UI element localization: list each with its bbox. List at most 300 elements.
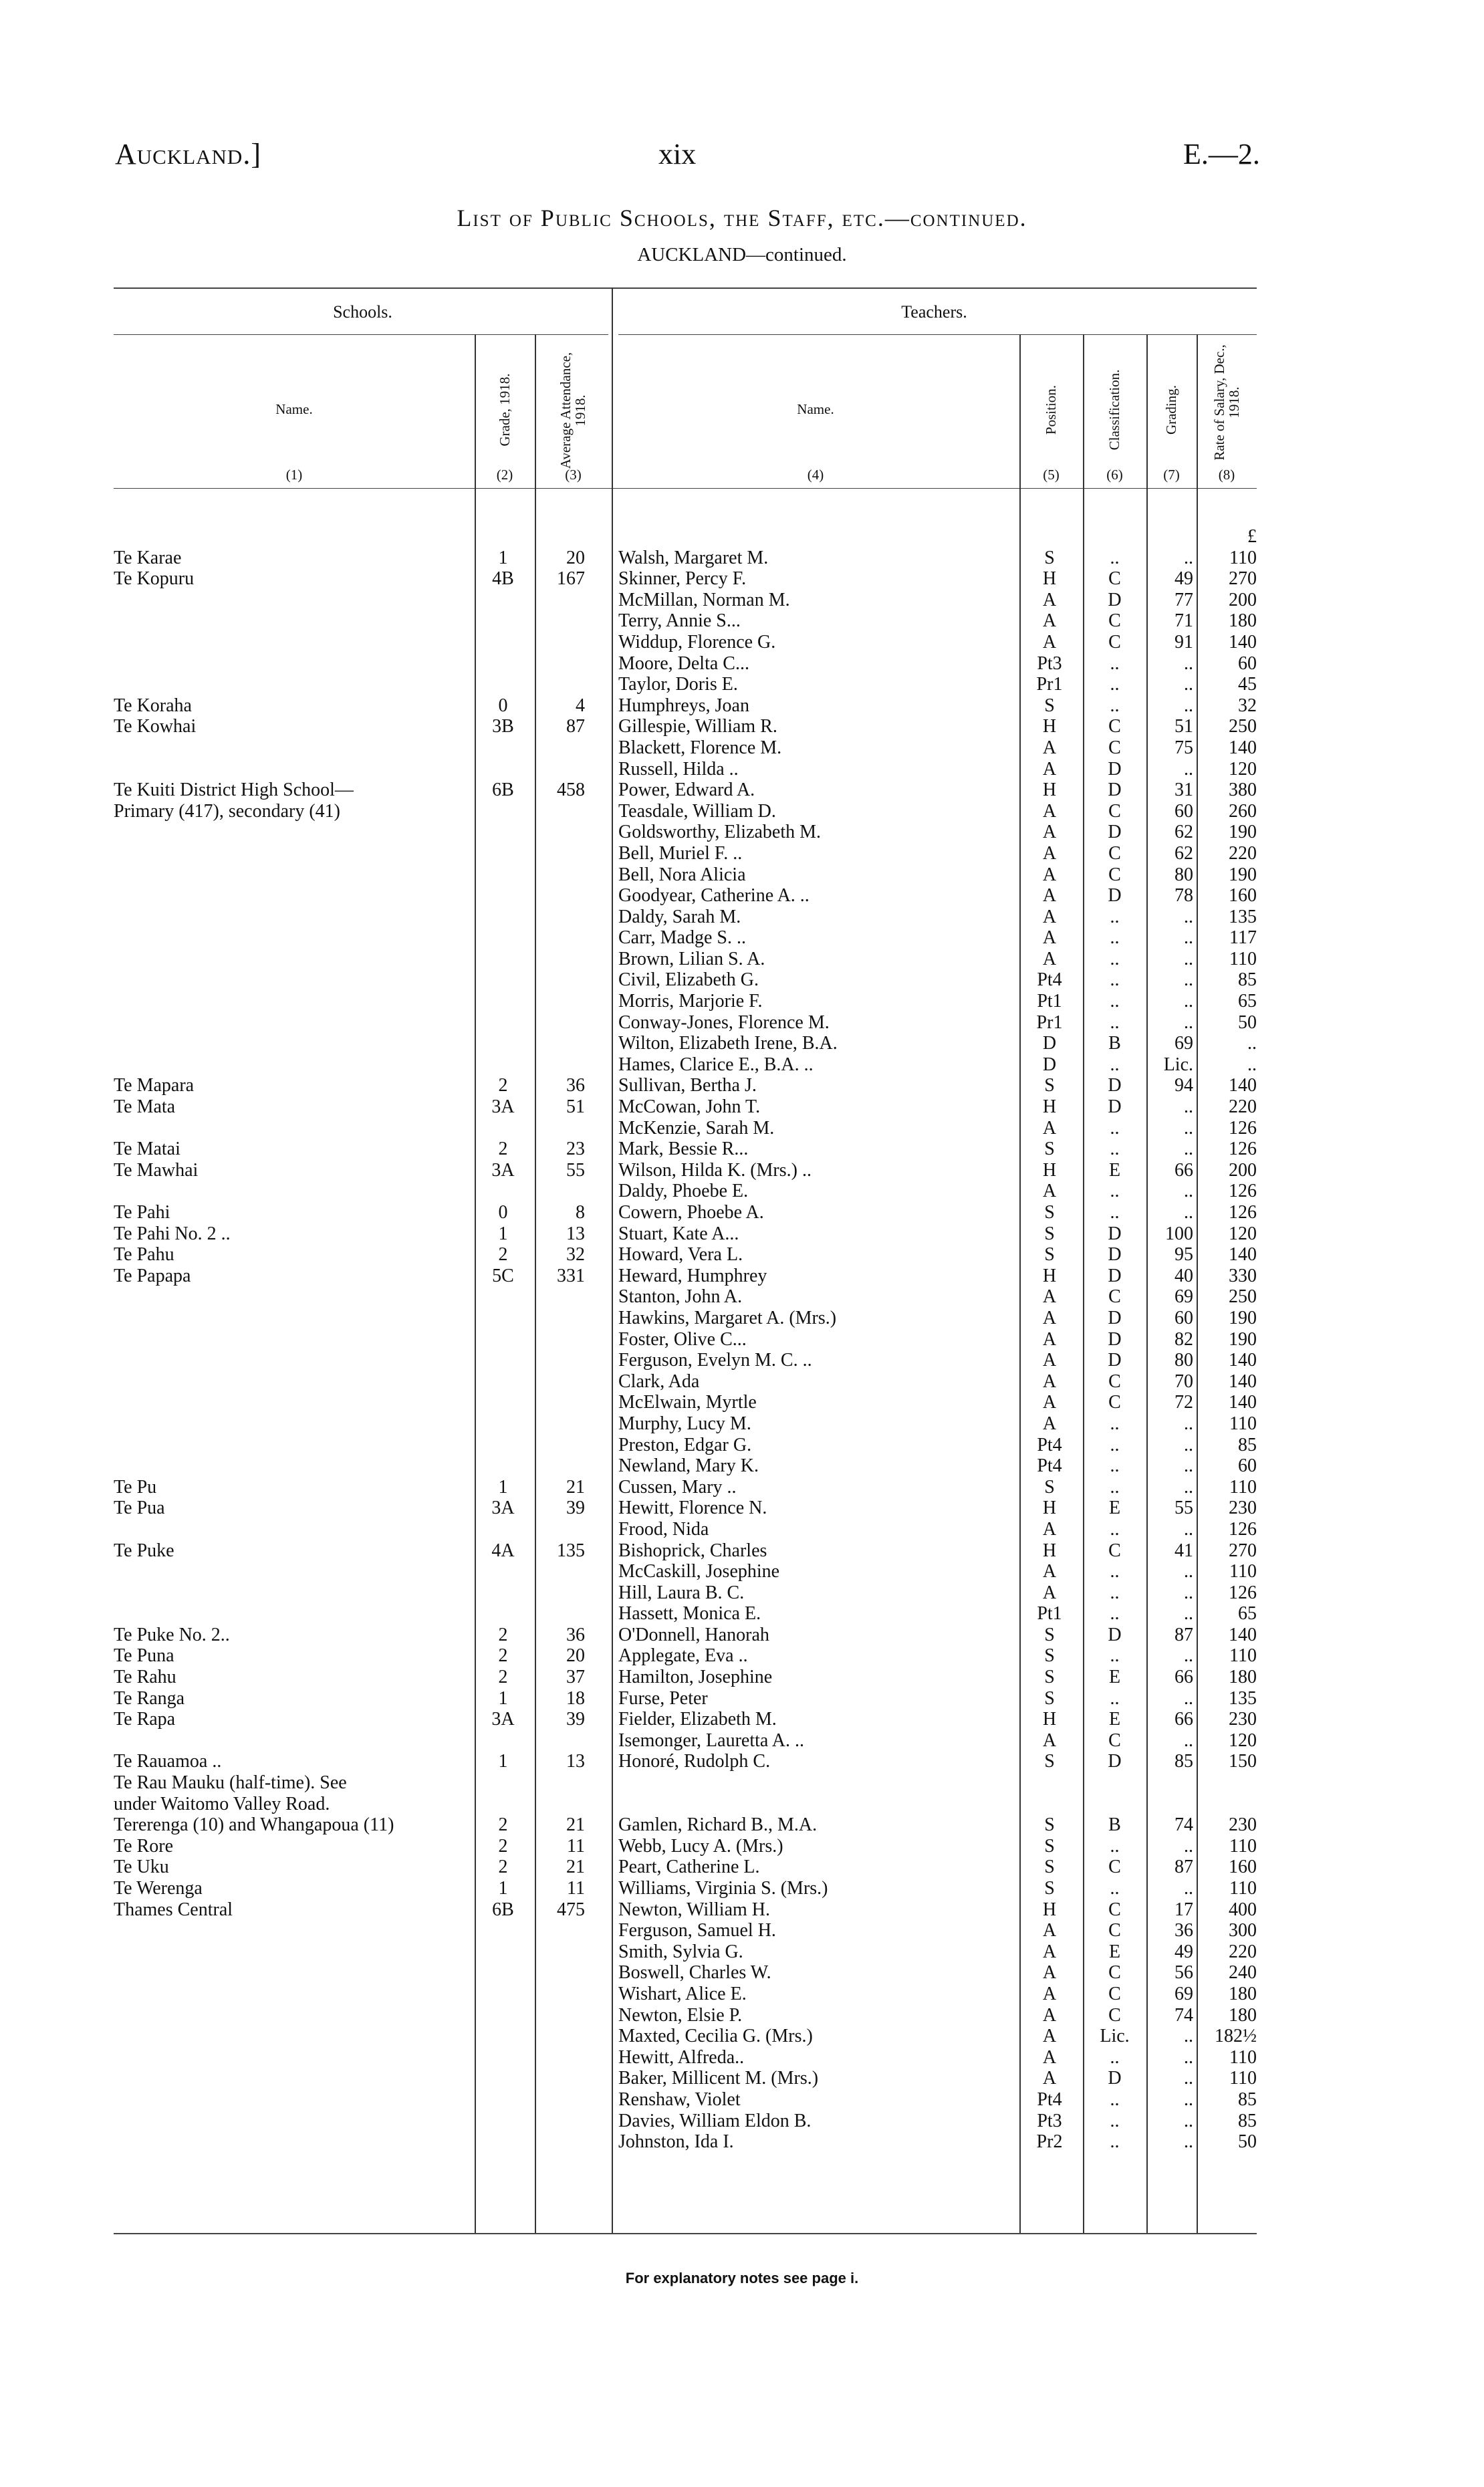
classification-cell: C <box>1108 1286 1121 1308</box>
position-cell: A <box>1042 864 1057 885</box>
teacher-name-cell: Daldy, Sarah M. <box>618 906 741 927</box>
table-row <box>114 991 1257 1012</box>
position-cell: A <box>1042 631 1057 653</box>
salary-cell: 120 <box>1229 1223 1257 1244</box>
grading-cell: .. <box>1184 969 1193 991</box>
grading-cell: .. <box>1184 1012 1193 1033</box>
teacher-name-cell: Frood, Nida <box>618 1518 709 1540</box>
table-row <box>114 2089 1257 2111</box>
school-name-cell: Te Kowhai <box>114 716 197 737</box>
column-number: (1) <box>285 467 303 483</box>
table-row <box>114 2047 1257 2068</box>
table-row <box>114 1540 1257 1562</box>
table-top-rule <box>114 287 1257 289</box>
running-header-right: E.—2. <box>1183 138 1260 170</box>
position-cell: A <box>1042 1941 1057 1962</box>
classification-cell: .. <box>1110 1139 1120 1160</box>
attendance-header: Average Attendance, 1918. <box>558 352 588 469</box>
position-cell: S <box>1044 695 1055 716</box>
salary-cell: 126 <box>1229 1181 1257 1202</box>
grade-header: Grade, 1918. <box>497 373 513 447</box>
school-name-cell: Te Mata <box>114 1096 176 1118</box>
grading-cell: .. <box>1184 2026 1193 2047</box>
classification-cell: C <box>1108 2004 1121 2026</box>
grading-cell: .. <box>1184 1645 1193 1667</box>
classification-cell: D <box>1108 1328 1122 1350</box>
position-cell: A <box>1042 1518 1057 1540</box>
classification-cell: B <box>1108 1033 1121 1054</box>
attendance-cell: 51 <box>566 1096 585 1118</box>
salary-cell: 140 <box>1229 1350 1257 1371</box>
salary-cell: 120 <box>1229 1730 1257 1751</box>
position-cell: H <box>1042 1709 1057 1730</box>
salary-cell: 110 <box>1229 1561 1257 1582</box>
classification-cell: .. <box>1110 695 1120 716</box>
salary-cell: 230 <box>1229 1709 1257 1730</box>
table-row <box>114 1392 1257 1413</box>
salary-cell: 126 <box>1229 1518 1257 1540</box>
table-row <box>114 674 1257 695</box>
grading-cell: .. <box>1184 2089 1193 2110</box>
table-bottom-rule <box>114 2233 1257 2234</box>
grading-cell: .. <box>1184 1730 1193 1751</box>
table-row <box>114 1413 1257 1435</box>
table-row <box>114 822 1257 843</box>
teacher-name-cell: Widdup, Florence G. <box>618 631 776 653</box>
classification-cell: E <box>1108 1498 1121 1519</box>
teacher-name-cell: Taylor, Doris E. <box>618 674 738 695</box>
classification-cell: C <box>1108 737 1121 758</box>
position-cell: Pt3 <box>1037 2110 1062 2131</box>
grading-cell: .. <box>1184 1202 1193 1223</box>
table-row <box>114 716 1257 737</box>
classification-cell: D <box>1108 1223 1122 1244</box>
table-row <box>114 1244 1257 1266</box>
grading-cell: .. <box>1184 2068 1193 2089</box>
teacher-name-cell: Boswell, Charles W. <box>618 1962 771 1984</box>
school-name-cell: Te Rapa <box>114 1709 176 1730</box>
table-row <box>114 1688 1257 1709</box>
classification-cell: D <box>1108 885 1122 907</box>
position-cell: Pr1 <box>1036 1012 1063 1033</box>
table-row <box>114 927 1257 949</box>
table-row <box>114 1561 1257 1582</box>
classification-cell: D <box>1108 2068 1122 2089</box>
attendance-cell: 20 <box>566 1645 585 1667</box>
classification-cell: .. <box>1110 674 1120 695</box>
classification-cell: C <box>1108 1857 1121 1878</box>
table-row <box>114 1139 1257 1160</box>
grading-cell: 69 <box>1174 1983 1193 2004</box>
table-row <box>114 907 1257 928</box>
classification-cell: .. <box>1110 1054 1120 1075</box>
position-cell: H <box>1042 568 1057 590</box>
salary-cell: 230 <box>1229 1498 1257 1519</box>
teacher-name-cell: Sullivan, Bertha J. <box>618 1075 757 1096</box>
classification-cell: D <box>1108 1244 1122 1266</box>
teacher-name-cell: Applegate, Eva .. <box>618 1645 748 1667</box>
classification-cell: .. <box>1110 2131 1120 2153</box>
grading-cell: 51 <box>1174 716 1193 737</box>
school-name-cell: Te Werenga <box>114 1878 203 1899</box>
classification-cell: .. <box>1110 1413 1120 1434</box>
classification-cell: .. <box>1110 1687 1120 1709</box>
teacher-name-cell: McCaskill, Josephine <box>618 1561 780 1582</box>
grading-cell: 87 <box>1174 1857 1193 1878</box>
table-row <box>114 864 1257 886</box>
position-cell: Pt4 <box>1037 1434 1062 1455</box>
grading-cell: .. <box>1184 1687 1193 1709</box>
teacher-name-cell: Teasdale, William D. <box>618 800 776 822</box>
teacher-name-cell: Webb, Lucy A. (Mrs.) <box>618 1835 783 1857</box>
classification-cell: .. <box>1110 1518 1120 1540</box>
grading-cell: .. <box>1184 1181 1193 1202</box>
teacher-name-cell: Bell, Nora Alicia <box>618 864 746 885</box>
position-cell: S <box>1044 547 1055 568</box>
column-number: (2) <box>496 467 513 483</box>
classification-cell: .. <box>1110 1835 1120 1857</box>
grade-cell: 1 <box>498 1476 508 1498</box>
position-cell: S <box>1044 1814 1055 1836</box>
classification-cell: E <box>1108 1667 1121 1688</box>
position-cell: A <box>1042 737 1057 758</box>
salary-cell: 240 <box>1229 1962 1257 1984</box>
grade-cell: 4A <box>491 1540 515 1561</box>
table-row <box>114 1498 1257 1519</box>
school-name-cell: Te Rore <box>114 1835 174 1857</box>
salary-cell: 150 <box>1229 1751 1257 1772</box>
teacher-name-cell: Moore, Delta C... <box>618 653 749 674</box>
position-cell: A <box>1042 1286 1057 1308</box>
teacher-name-cell: Cussen, Mary .. <box>618 1476 737 1498</box>
position-cell: Pt1 <box>1037 1603 1062 1625</box>
position-cell: A <box>1042 1181 1057 1202</box>
teacher-name-cell: Hamilton, Josephine <box>618 1667 773 1688</box>
salary-cell: 270 <box>1229 1540 1257 1561</box>
grading-cell: 69 <box>1174 1286 1193 1308</box>
salary-cell: 110 <box>1229 1476 1257 1498</box>
teacher-name-cell: Honoré, Rudolph C. <box>618 1751 771 1772</box>
position-cell: S <box>1044 1075 1055 1096</box>
position-cell: A <box>1042 610 1057 632</box>
salary-cell: 110 <box>1229 1835 1257 1857</box>
teacher-name-header: Name. <box>797 401 834 417</box>
classification-cell: .. <box>1110 1181 1120 1202</box>
salary-cell: 140 <box>1229 1244 1257 1266</box>
table-row <box>114 1603 1257 1625</box>
attendance-cell: 21 <box>566 1476 585 1498</box>
grade-cell: 2 <box>498 1645 508 1667</box>
table-row <box>114 1667 1257 1688</box>
teacher-name-cell: Stuart, Kate A... <box>618 1223 739 1244</box>
position-cell: S <box>1044 1139 1055 1160</box>
grading-cell: 41 <box>1174 1540 1193 1561</box>
table-row <box>114 1160 1257 1181</box>
grade-cell: 1 <box>498 1878 508 1899</box>
page-number: xix <box>658 138 697 170</box>
salary-cell: 300 <box>1229 1920 1257 1941</box>
attendance-cell: 36 <box>566 1075 585 1096</box>
grade-cell: 2 <box>498 1814 508 1836</box>
salary-cell: 110 <box>1229 948 1257 969</box>
position-cell: H <box>1042 780 1057 801</box>
page-title: List of Public Schools, the Staff, etc.—continued. <box>457 205 1027 231</box>
classification-cell: D <box>1108 1075 1122 1096</box>
grading-cell: .. <box>1184 2046 1193 2068</box>
salary-cell: 220 <box>1229 1096 1257 1118</box>
table-row <box>114 1033 1257 1054</box>
teacher-name-cell: McKenzie, Sarah M. <box>618 1117 775 1139</box>
teacher-name-cell: Heward, Humphrey <box>618 1265 767 1286</box>
grade-cell: 1 <box>498 1751 508 1772</box>
classification-cell: C <box>1108 1371 1121 1392</box>
table-row <box>114 1371 1257 1393</box>
grading-cell: .. <box>1184 1096 1193 1118</box>
grading-cell: .. <box>1184 1139 1193 1160</box>
table-row <box>114 590 1257 611</box>
position-cell: A <box>1042 1413 1057 1434</box>
classification-cell: D <box>1108 1350 1122 1371</box>
grading-cell: .. <box>1184 1434 1193 1455</box>
position-cell: A <box>1042 1561 1057 1582</box>
position-cell: A <box>1042 2026 1057 2047</box>
classification-cell: D <box>1108 758 1122 780</box>
position-cell: H <box>1042 1540 1057 1561</box>
salary-cell: 140 <box>1229 631 1257 653</box>
teacher-name-cell: Morris, Marjorie F. <box>618 991 763 1012</box>
salary-cell: 140 <box>1229 1624 1257 1645</box>
grade-cell: 1 <box>498 547 508 568</box>
footnote: For explanatory notes see page i. <box>625 2270 859 2286</box>
salary-cell: 180 <box>1229 610 1257 632</box>
attendance-cell: 167 <box>557 568 585 590</box>
grading-cell: .. <box>1184 1603 1193 1625</box>
grade-cell: 0 <box>498 1202 508 1223</box>
salary-cell: 60 <box>1238 653 1257 674</box>
table-row <box>114 1455 1257 1477</box>
school-name-cell: Te Mawhai <box>114 1159 199 1181</box>
school-name-header: Name. <box>275 401 313 417</box>
salary-cell: 140 <box>1229 737 1257 758</box>
grading-cell: 94 <box>1174 1075 1193 1096</box>
teacher-name-cell: Ferguson, Evelyn M. C. .. <box>618 1350 812 1371</box>
classification-cell: D <box>1108 780 1122 801</box>
classification-cell: C <box>1108 1730 1121 1751</box>
school-name-cell: Te Kuiti District High School— <box>114 780 354 801</box>
school-name-cell: Te Mapara <box>114 1075 195 1096</box>
attendance-cell: 13 <box>566 1751 585 1772</box>
classification-cell: .. <box>1110 1582 1120 1603</box>
grading-cell: .. <box>1184 1561 1193 1582</box>
teacher-name-cell: Gillespie, William R. <box>618 716 777 737</box>
position-cell: A <box>1042 2046 1057 2068</box>
salary-cell: 200 <box>1229 589 1257 610</box>
attendance-cell: 13 <box>566 1223 585 1244</box>
teacher-name-cell: Howard, Vera L. <box>618 1244 743 1266</box>
table-row <box>114 2026 1257 2047</box>
attendance-cell: 21 <box>566 1857 585 1878</box>
school-name-cell: Te Pua <box>114 1498 165 1519</box>
grading-cell: 71 <box>1174 610 1193 632</box>
grading-cell: .. <box>1184 906 1193 927</box>
position-cell: D <box>1042 1033 1057 1054</box>
table-row <box>114 1772 1257 1794</box>
salary-cell: 330 <box>1229 1265 1257 1286</box>
grade-cell: 3B <box>492 716 514 737</box>
table-row <box>114 1477 1257 1498</box>
position-cell: H <box>1042 1899 1057 1920</box>
grading-cell: 62 <box>1174 842 1193 864</box>
attendance-cell: 39 <box>566 1498 585 1519</box>
salary-cell: 200 <box>1229 1159 1257 1181</box>
schools-staff-table <box>114 287 1257 2236</box>
position-cell: S <box>1044 1835 1055 1857</box>
position-cell: S <box>1044 1645 1055 1667</box>
running-header-left: Auckland.] <box>115 138 261 170</box>
grading-cell: 77 <box>1174 589 1193 610</box>
table-row <box>114 632 1257 653</box>
column-number: (6) <box>1106 467 1123 483</box>
salary-cell: 190 <box>1229 1328 1257 1350</box>
grading-cell: 66 <box>1174 1709 1193 1730</box>
teacher-name-cell: Gamlen, Richard B., M.A. <box>618 1814 818 1836</box>
teacher-name-cell: Davies, William Eldon B. <box>618 2110 812 2131</box>
position-cell: A <box>1042 948 1057 969</box>
table-row <box>114 1223 1257 1245</box>
classification-cell: .. <box>1110 991 1120 1012</box>
grading-cell: 87 <box>1174 1624 1193 1645</box>
table-row <box>114 1625 1257 1646</box>
attendance-cell: 475 <box>557 1899 585 1920</box>
grading-cell: 75 <box>1174 737 1193 758</box>
salary-cell: 140 <box>1229 1392 1257 1413</box>
salary-cell: 190 <box>1229 1307 1257 1328</box>
salary-cell: 60 <box>1238 1455 1257 1477</box>
table-row <box>114 1075 1257 1096</box>
classification-cell: .. <box>1110 1117 1120 1139</box>
grading-cell: .. <box>1184 927 1193 949</box>
attendance-cell: 18 <box>566 1687 585 1709</box>
position-cell: S <box>1044 1624 1055 1645</box>
table-row <box>114 780 1257 801</box>
column-number: (7) <box>1163 467 1180 483</box>
classification-cell: C <box>1108 1899 1121 1920</box>
school-name-cell: Te Koraha <box>114 695 192 716</box>
position-cell: A <box>1042 927 1057 949</box>
salary-cell: 140 <box>1229 1075 1257 1096</box>
grade-cell: 2 <box>498 1244 508 1266</box>
table-row <box>114 2068 1257 2089</box>
table-row <box>114 885 1257 907</box>
position-cell: Pt4 <box>1037 1455 1062 1477</box>
classification-cell: E <box>1108 1159 1121 1181</box>
grading-cell: .. <box>1184 2131 1193 2153</box>
grade-cell: 2 <box>498 1075 508 1096</box>
salary-cell: 160 <box>1229 1857 1257 1878</box>
school-name-cell: Te Ranga <box>114 1687 185 1709</box>
teacher-name-cell: Ferguson, Samuel H. <box>618 1920 776 1941</box>
teacher-name-cell: Peart, Catherine L. <box>618 1857 760 1878</box>
classification-header: Classification. <box>1106 369 1122 451</box>
attendance-cell: 4 <box>576 695 585 716</box>
salary-cell: 260 <box>1229 800 1257 822</box>
grading-cell: .. <box>1184 1455 1193 1477</box>
table-row <box>114 1920 1257 1941</box>
teacher-name-cell: Blackett, Florence M. <box>618 737 782 758</box>
table-row <box>114 1878 1257 1899</box>
attendance-cell: 55 <box>566 1159 585 1181</box>
school-name-cell: Te Pahi No. 2 .. <box>114 1223 231 1244</box>
teacher-name-cell: Murphy, Lucy M. <box>618 1413 751 1434</box>
position-cell: A <box>1042 842 1057 864</box>
table-row <box>114 1202 1257 1223</box>
classification-cell: .. <box>1110 653 1120 674</box>
school-name-cell: Te Puna <box>114 1645 174 1667</box>
position-cell: A <box>1042 1307 1057 1328</box>
table-row <box>114 1054 1257 1076</box>
column-number: (3) <box>565 467 582 483</box>
grading-cell: .. <box>1184 1835 1193 1857</box>
table-row <box>114 1286 1257 1308</box>
classification-cell: .. <box>1110 1455 1120 1477</box>
salary-header: Rate of Salary, Dec., 1918. <box>1211 344 1242 461</box>
table-row <box>114 2005 1257 2026</box>
school-name-cell: Te Puke <box>114 1540 174 1561</box>
position-cell: A <box>1042 589 1057 610</box>
attendance-cell: 21 <box>566 1814 585 1836</box>
table-row <box>114 1941 1257 1963</box>
salary-cell: 65 <box>1238 1603 1257 1625</box>
teacher-name-cell: McMillan, Norman M. <box>618 589 790 610</box>
school-name-cell: Te Rau Mauku (half-time). See <box>114 1772 347 1794</box>
teacher-name-cell: Foster, Olive C... <box>618 1328 747 1350</box>
classification-cell: E <box>1108 1709 1121 1730</box>
position-cell: A <box>1042 1582 1057 1603</box>
teacher-name-cell: Williams, Virginia S. (Mrs.) <box>618 1878 828 1899</box>
teacher-name-cell: Daldy, Phoebe E. <box>618 1181 749 1202</box>
position-cell: Pt4 <box>1037 969 1062 991</box>
classification-cell: C <box>1108 864 1121 885</box>
column-number: (5) <box>1043 467 1060 483</box>
grading-cell: 85 <box>1174 1751 1193 1772</box>
column-number: (4) <box>807 467 824 483</box>
teacher-name-cell: O'Donnell, Hanorah <box>618 1624 769 1645</box>
teacher-name-cell: Conway-Jones, Florence M. <box>618 1012 830 1033</box>
table-row <box>114 1984 1257 2005</box>
grading-cell: .. <box>1184 547 1193 568</box>
grading-cell: 56 <box>1174 1962 1193 1984</box>
position-cell: H <box>1042 1159 1057 1181</box>
table-row <box>114 1814 1257 1836</box>
table-row <box>114 1308 1257 1329</box>
position-cell: A <box>1042 1962 1057 1984</box>
grade-cell: 6B <box>492 780 514 801</box>
grading-cell: 60 <box>1174 1307 1193 1328</box>
grading-cell: 66 <box>1174 1667 1193 1688</box>
grading-cell: 69 <box>1174 1033 1193 1054</box>
grading-cell: 74 <box>1174 2004 1193 2026</box>
teacher-name-cell: Goldsworthy, Elizabeth M. <box>618 822 822 843</box>
classification-cell: C <box>1108 716 1121 737</box>
grading-cell: .. <box>1184 2110 1193 2131</box>
position-cell: A <box>1042 1117 1057 1139</box>
attendance-cell: 20 <box>566 547 585 568</box>
position-cell: A <box>1042 1920 1057 1941</box>
salary-cell: 250 <box>1229 1286 1257 1308</box>
grade-cell: 1 <box>498 1687 508 1709</box>
classification-cell: C <box>1108 610 1121 632</box>
salary-cell: 110 <box>1229 1413 1257 1434</box>
